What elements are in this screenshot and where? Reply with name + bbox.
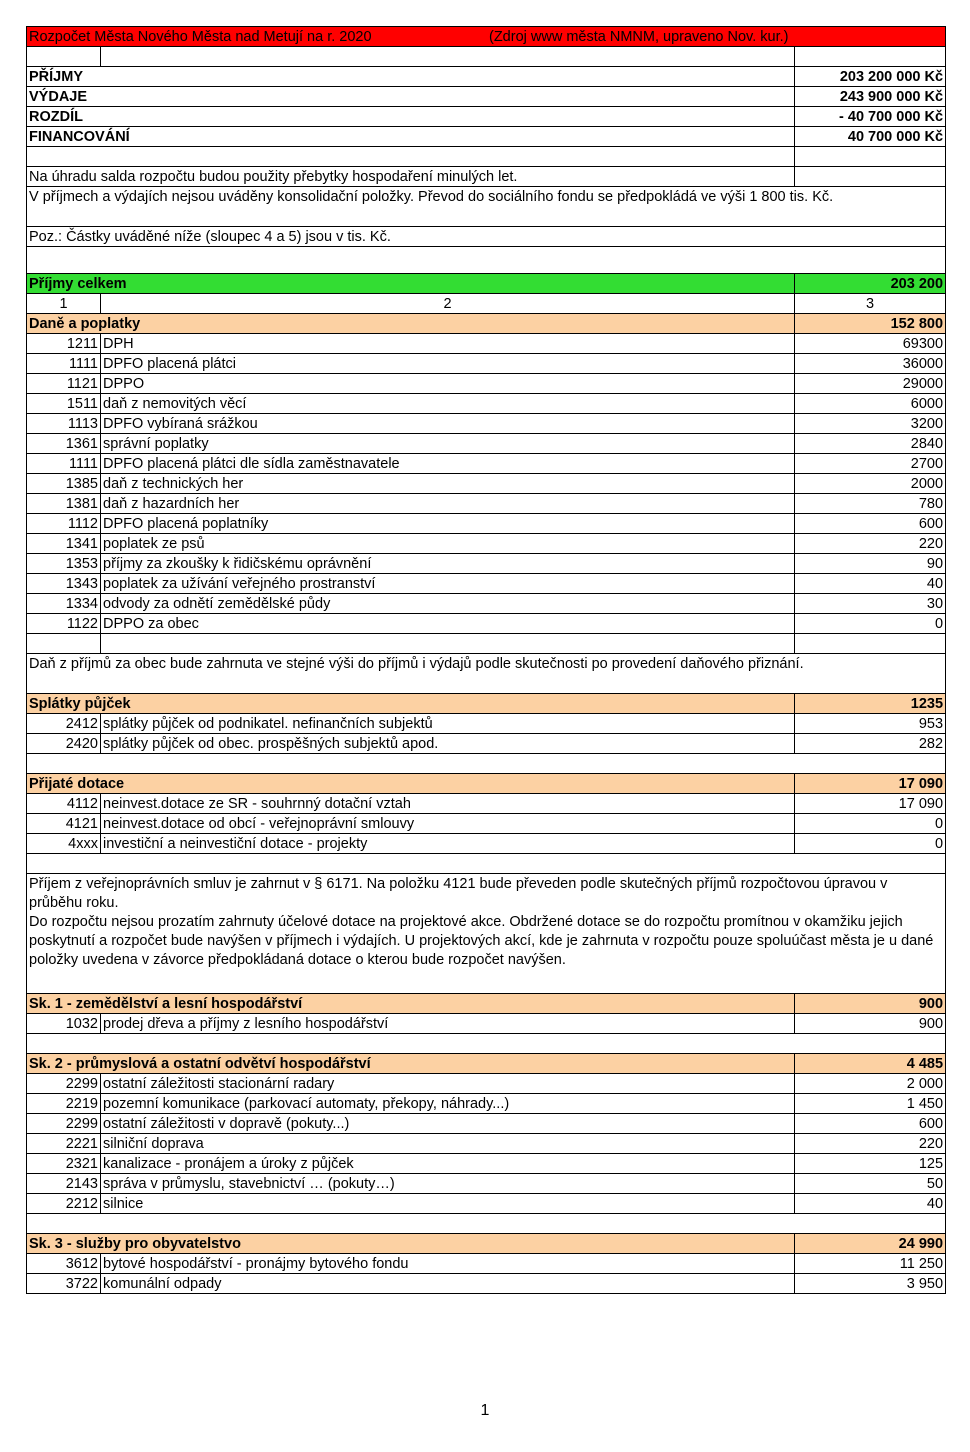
- item-value: 2000: [795, 474, 946, 494]
- table-row: [27, 1154, 946, 1174]
- item-value: 0: [795, 814, 946, 834]
- item-code: 1112: [27, 514, 101, 534]
- item-value: 2840: [795, 434, 946, 454]
- item-value: 0: [795, 614, 946, 634]
- section-total: 17 090: [795, 774, 946, 794]
- summary-row-rozdil: [27, 107, 946, 127]
- note-dotace-1: Příjem z veřejnoprávních smluv je zahrnut v § 6171. Na položku 4121 bude převeden podle skutečných příjmů rozpočtovou úpravou v průběhu roku.: [29, 876, 888, 911]
- table-row: [27, 534, 946, 554]
- summary-label: ROZDÍL: [27, 107, 795, 127]
- item-code: 1341: [27, 534, 101, 554]
- summary-label: PŘÍJMY: [27, 67, 795, 87]
- item-value: 11 250: [795, 1254, 946, 1274]
- item-code: 1111: [27, 354, 101, 374]
- item-name: poplatek za užívání veřejného prostranství: [101, 574, 795, 594]
- item-code: 2143: [27, 1174, 101, 1194]
- item-code: 1211: [27, 334, 101, 354]
- rows-dane: [27, 334, 946, 634]
- summary-label: VÝDAJE: [27, 87, 795, 107]
- item-value: 953: [795, 714, 946, 734]
- section-title: Sk. 2 - průmyslová a ostatní odvětví hospodářství: [27, 1054, 795, 1074]
- note-row: [27, 167, 946, 187]
- item-value: 6000: [795, 394, 946, 414]
- section-total: 4 485: [795, 1054, 946, 1074]
- item-name: ostatní záležitosti stacionární radary: [101, 1074, 795, 1094]
- table-row: [27, 354, 946, 374]
- table-row: [27, 594, 946, 614]
- note-saldo: Na úhradu salda rozpočtu budou použity přebytky hospodaření minulých let.: [27, 167, 795, 187]
- table-row: [27, 794, 946, 814]
- item-value: 30: [795, 594, 946, 614]
- item-code: 1361: [27, 434, 101, 454]
- empty-row: [27, 754, 946, 774]
- section-title: Sk. 3 - služby pro obyvatelstvo: [27, 1234, 795, 1254]
- table-row: [27, 434, 946, 454]
- item-name: bytové hospodářství - pronájmy bytového fondu: [101, 1254, 795, 1274]
- note-dotace-2: Do rozpočtu nejsou prozatím zahrnuty účelové dotace na projektové akce. Obdržené dotace se do rozpočtu promítnou v okamžiku jejich poskytnutí a rozpočet bude navýšen v příjmech i výdajích. U projektových akcí, kde je zahrnuta v rozpočtu pouze spoluúčast města je u dané položky uvedena v závorce předpokládaná dotace o kterou bude rozpočet navýšen.: [29, 914, 934, 968]
- item-code: 1122: [27, 614, 101, 634]
- note-row: [27, 654, 946, 694]
- item-code: 3612: [27, 1254, 101, 1274]
- item-code: 1113: [27, 414, 101, 434]
- item-name: kanalizace - pronájem a úroky z půjček: [101, 1154, 795, 1174]
- item-name: DPPO za obec: [101, 614, 795, 634]
- item-value: 1 450: [795, 1094, 946, 1114]
- item-name: DPFO placená poplatníky: [101, 514, 795, 534]
- budget-table: [26, 26, 946, 1294]
- empty-row: [27, 1034, 946, 1054]
- item-name: investiční a neinvestiční dotace - projekty: [101, 834, 795, 854]
- note-konsolidace: V příjmech a výdajích nejsou uváděny konsolidační položky. Převod do sociálního fondu se předpokládá ve výši 1 800 tis. Kč.: [27, 187, 946, 227]
- section-header: [27, 774, 946, 794]
- item-name: splátky půjček od obec. prospěšných subjektů apod.: [101, 734, 795, 754]
- item-name: silniční doprava: [101, 1134, 795, 1154]
- item-value: 0: [795, 834, 946, 854]
- table-row: [27, 1174, 946, 1194]
- total-label: Příjmy celkem: [27, 274, 795, 294]
- item-name: příjmy za zkoušky k řidičskému oprávnění: [101, 554, 795, 574]
- summary-row-prijmy: [27, 67, 946, 87]
- summary-value: 243 900 000 Kč: [795, 87, 946, 107]
- empty-row: [27, 47, 946, 67]
- item-name: neinvest.dotace ze SR - souhrnný dotační vztah: [101, 794, 795, 814]
- table-row: [27, 514, 946, 534]
- table-row: [27, 574, 946, 594]
- item-name: daň z hazardních her: [101, 494, 795, 514]
- item-code: 2212: [27, 1194, 101, 1214]
- item-value: 125: [795, 1154, 946, 1174]
- table-row: [27, 494, 946, 514]
- table-row: [27, 374, 946, 394]
- item-name: daň z nemovitých věcí: [101, 394, 795, 414]
- table-row: [27, 814, 946, 834]
- table-row: [27, 1194, 946, 1214]
- section-title: Sk. 1 - zemědělství a lesní hospodářství: [27, 994, 795, 1014]
- budget-title: Rozpočet Města Nového Města nad Metují na r. 2020: [29, 28, 372, 45]
- item-name: neinvest.dotace od obcí - veřejnoprávní smlouvy: [101, 814, 795, 834]
- section-header: [27, 1054, 946, 1074]
- empty-row: [27, 147, 946, 167]
- item-code: 4121: [27, 814, 101, 834]
- item-name: DPPO: [101, 374, 795, 394]
- column-numbers-row: [27, 294, 946, 314]
- summary-label: FINANCOVÁNÍ: [27, 127, 795, 147]
- note-dane: Daň z příjmů za obec bude zahrnuta ve stejné výši do příjmů i výdajů podle skutečnosti po provedení daňového přiznání.: [27, 654, 946, 694]
- section-total: 900: [795, 994, 946, 1014]
- item-code: 1353: [27, 554, 101, 574]
- item-code: 2321: [27, 1154, 101, 1174]
- table-row: [27, 1014, 946, 1034]
- item-value: 90: [795, 554, 946, 574]
- empty-row: [27, 1214, 946, 1234]
- item-code: 2412: [27, 714, 101, 734]
- item-value: 36000: [795, 354, 946, 374]
- summary-row-vydaje: [27, 87, 946, 107]
- item-name: správní poplatky: [101, 434, 795, 454]
- item-code: 2420: [27, 734, 101, 754]
- table-row: [27, 394, 946, 414]
- table-row: [27, 474, 946, 494]
- item-value: 40: [795, 1194, 946, 1214]
- table-row: [27, 614, 946, 634]
- table-row: [27, 1114, 946, 1134]
- item-name: poplatek ze psů: [101, 534, 795, 554]
- item-name: prodej dřeva a příjmy z lesního hospodářství: [101, 1014, 795, 1034]
- item-value: 282: [795, 734, 946, 754]
- section-title: Splátky půjček: [27, 694, 795, 714]
- note-dotace: [27, 874, 946, 994]
- empty-row: [27, 854, 946, 874]
- item-value: 900: [795, 1014, 946, 1034]
- title-cell: [27, 27, 946, 47]
- item-code: 4112: [27, 794, 101, 814]
- item-value: 2 000: [795, 1074, 946, 1094]
- item-code: 2299: [27, 1114, 101, 1134]
- table-row: [27, 554, 946, 574]
- item-value: 600: [795, 514, 946, 534]
- budget-sheet: [26, 26, 945, 1294]
- item-value: 220: [795, 1134, 946, 1154]
- item-name: ostatní záležitosti v dopravě (pokuty...): [101, 1114, 795, 1134]
- item-code: 1032: [27, 1014, 101, 1034]
- section-total: 24 990: [795, 1234, 946, 1254]
- item-code: 1343: [27, 574, 101, 594]
- table-row: [27, 1074, 946, 1094]
- note-row: [27, 227, 946, 247]
- column-number: 2: [101, 294, 795, 314]
- section-header: [27, 694, 946, 714]
- item-name: odvody za odnětí zemědělské půdy: [101, 594, 795, 614]
- summary-value: 40 700 000 Kč: [795, 127, 946, 147]
- item-name: DPH: [101, 334, 795, 354]
- table-row: [27, 454, 946, 474]
- section-header: [27, 994, 946, 1014]
- item-code: 1511: [27, 394, 101, 414]
- item-name: splátky půjček od podnikatel. nefinančních subjektů: [101, 714, 795, 734]
- note-row: [27, 187, 946, 227]
- column-number: 3: [795, 294, 946, 314]
- item-code: 2219: [27, 1094, 101, 1114]
- item-value: 3200: [795, 414, 946, 434]
- summary-row-financovani: [27, 127, 946, 147]
- summary-value: 203 200 000 Kč: [795, 67, 946, 87]
- item-name: pozemní komunikace (parkovací automaty, překopy, náhrady...): [101, 1094, 795, 1114]
- item-value: 17 090: [795, 794, 946, 814]
- item-code: 1121: [27, 374, 101, 394]
- item-name: DPFO placená plátci: [101, 354, 795, 374]
- item-value: 50: [795, 1174, 946, 1194]
- table-row: [27, 834, 946, 854]
- section-total: 1235: [795, 694, 946, 714]
- item-value: 69300: [795, 334, 946, 354]
- item-value: 40: [795, 574, 946, 594]
- empty-row: [27, 634, 946, 654]
- total-row: [27, 274, 946, 294]
- title-row: [27, 27, 946, 47]
- table-row: [27, 734, 946, 754]
- item-name: DPFO placená plátci dle sídla zaměstnavatele: [101, 454, 795, 474]
- table-row: [27, 414, 946, 434]
- section-title: Přijaté dotace: [27, 774, 795, 794]
- item-value: 2700: [795, 454, 946, 474]
- section-header: [27, 1234, 946, 1254]
- item-name: DPFO vybíraná srážkou: [101, 414, 795, 434]
- item-value: 780: [795, 494, 946, 514]
- table-row: [27, 714, 946, 734]
- section-header: [27, 314, 946, 334]
- summary-value: - 40 700 000 Kč: [795, 107, 946, 127]
- item-code: 2221: [27, 1134, 101, 1154]
- item-code: 3722: [27, 1274, 101, 1294]
- section-total: 152 800: [795, 314, 946, 334]
- budget-source: (Zdroj www města NMNM, upraveno Nov. kur.): [489, 28, 789, 45]
- item-value: 29000: [795, 374, 946, 394]
- item-name: správa v průmyslu, stavebnictví … (pokuty…): [101, 1174, 795, 1194]
- section-title: Daně a poplatky: [27, 314, 795, 334]
- table-row: [27, 1134, 946, 1154]
- item-code: 1385: [27, 474, 101, 494]
- item-name: silnice: [101, 1194, 795, 1214]
- table-row: [27, 1274, 946, 1294]
- table-row: [27, 1254, 946, 1274]
- item-value: 3 950: [795, 1274, 946, 1294]
- total-value: 203 200: [795, 274, 946, 294]
- column-number: 1: [27, 294, 101, 314]
- item-code: 1381: [27, 494, 101, 514]
- item-value: 220: [795, 534, 946, 554]
- table-row: [27, 334, 946, 354]
- table-row: [27, 1094, 946, 1114]
- item-code: 4xxx: [27, 834, 101, 854]
- page-number: 1: [480, 1402, 490, 1419]
- item-name: daň z technických her: [101, 474, 795, 494]
- item-code: 1111: [27, 454, 101, 474]
- empty-row: [27, 247, 946, 274]
- item-name: komunální odpady: [101, 1274, 795, 1294]
- note-row: [27, 874, 946, 994]
- note-castky: Poz.: Částky uváděné níže (sloupec 4 a 5) jsou v tis. Kč.: [27, 227, 946, 247]
- item-code: 2299: [27, 1074, 101, 1094]
- item-value: 600: [795, 1114, 946, 1134]
- item-code: 1334: [27, 594, 101, 614]
